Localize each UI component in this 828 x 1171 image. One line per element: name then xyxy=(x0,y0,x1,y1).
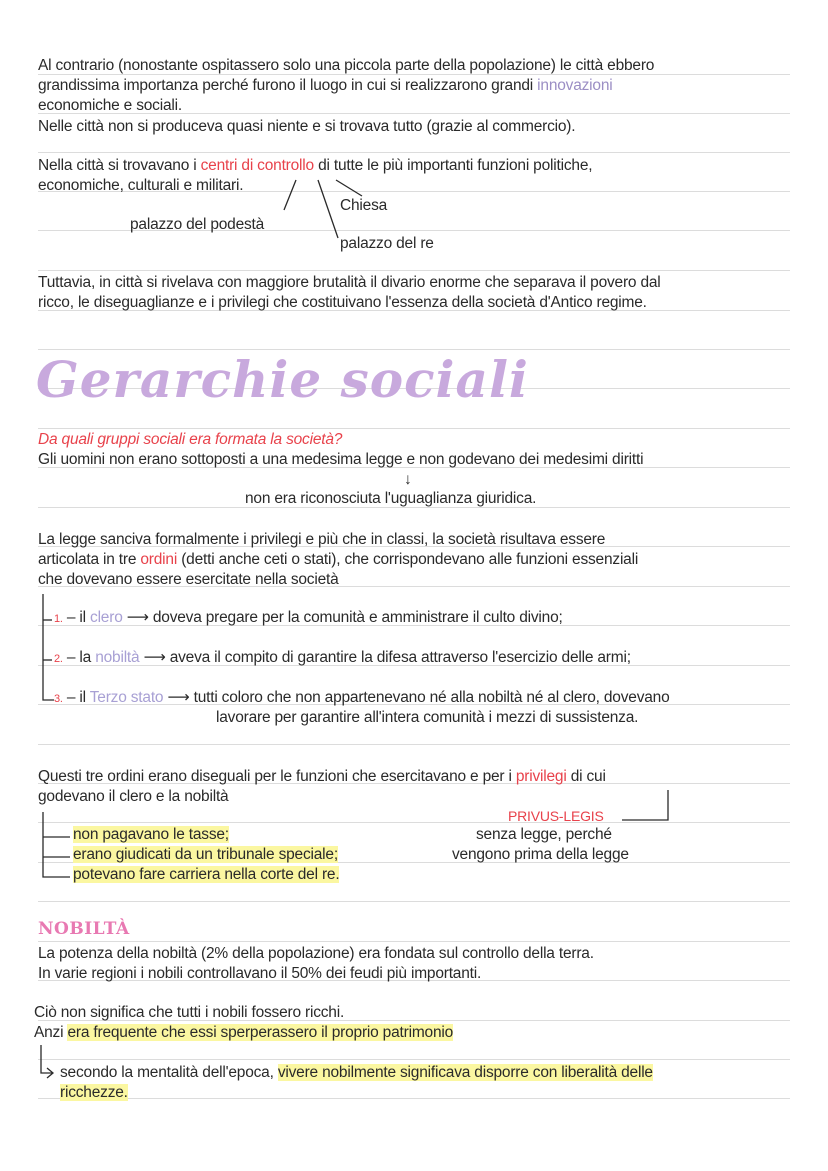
order-prefix: – il xyxy=(62,689,90,706)
branch-to-podesta xyxy=(284,180,296,210)
nob-line2: In varie regioni i nobili controllavano il 50% dei feudi più importanti. xyxy=(38,965,482,982)
keyword-ordini: ordini xyxy=(140,551,178,568)
order-description: ⟶ tutti coloro che non appartenevano né alla nobiltà né al clero, dovevano xyxy=(163,689,670,706)
label-palazzo-podesta: palazzo del podestà xyxy=(130,216,265,233)
section-heading-nobilta: NOBILTÀ xyxy=(38,919,130,939)
nob-line3: Ciò non significa che tutti i nobili fossero ricchi. xyxy=(34,1004,345,1021)
etymology-meaning-2: vengono prima della legge xyxy=(452,846,629,863)
privilegi-link xyxy=(622,790,668,820)
orders-line2-text: articolata in tre xyxy=(38,551,141,568)
page-title: Gerarchie sociali xyxy=(36,350,529,409)
q-line1: Gli uomini non erano sottoposti a una medesima legge e non godevano dei medesimi diritti xyxy=(38,451,644,468)
q-line2: non era riconosciuta l'uguaglianza giuridica. xyxy=(245,490,537,507)
priv-line1-text: Questi tre ordini erano diseguali per le funzioni che esercitavano e per i xyxy=(38,768,516,785)
privilege-text: potevano fare carriera nella corte del re. xyxy=(73,866,340,883)
nob-line5-text: secondo la mentalità dell'epoca, xyxy=(60,1064,278,1081)
down-arrow-icon: ↓ xyxy=(404,471,412,488)
label-chiesa: Chiesa xyxy=(340,197,388,214)
p1-line3: economiche e sociali. xyxy=(38,97,182,114)
question: Da quali gruppi sociali era formata la società? xyxy=(38,431,343,448)
etymology-meaning-1: senza legge, perché xyxy=(476,826,612,843)
order-number: 2. xyxy=(54,653,63,665)
p1-line2-text: grandissima importanza perché furono il luogo in cui si realizzarono grandi xyxy=(38,77,538,94)
keyword-centri-di-controllo: centri di controllo xyxy=(200,157,314,174)
order-item-terzo-stato-cont: lavorare per garantire all'intera comunità i mezzi di sussistenza. xyxy=(216,709,639,726)
orders-line1: La legge sanciva formalmente i privilegi e più che in classi, la società risultava essere xyxy=(38,531,606,548)
p3-line2: ricco, le diseguaglianze e i privilegi che costituivano l'essenza della società d'Antico regime. xyxy=(38,294,647,311)
highlight-sperperassero: era frequente che essi sperperassero il proprio patrimonio xyxy=(67,1024,454,1041)
privilege-text: erano giudicati da un tribunale speciale; xyxy=(73,846,338,863)
orders-bracket xyxy=(43,594,54,700)
p2-line1-text: Nella città si trovavano i xyxy=(38,157,201,174)
order-prefix: – il xyxy=(62,609,91,626)
order-name: clero xyxy=(90,609,123,626)
nob-line4-text: Anzi xyxy=(34,1024,68,1041)
branch-to-chiesa xyxy=(336,180,362,196)
order-name: nobiltà xyxy=(95,649,140,666)
order-name: Terzo stato xyxy=(89,689,164,706)
order-description: ⟶ aveva il compito di garantire la difesa attraverso l'esercizio delle armi; xyxy=(139,649,631,666)
nob-arrow xyxy=(41,1045,52,1073)
p1-line1: Al contrario (nonostante ospitassero solo una piccola parte della popolazione) le città ebbero xyxy=(38,57,655,74)
highlight-ricchezze: ricchezze. xyxy=(60,1084,128,1101)
orders-line3: che dovevano essere esercitate nella società xyxy=(38,571,339,588)
privileges-bracket xyxy=(43,812,70,877)
p1-line4: Nelle città non si produceva quasi niente e si trovava tutto (grazie al commercio). xyxy=(38,118,576,135)
keyword-innovazioni: innovazioni xyxy=(537,77,613,94)
nob-line1: La potenza della nobiltà (2% della popolazione) era fondata sul controllo della terra. xyxy=(38,945,594,962)
privilege-text: non pagavano le tasse; xyxy=(73,826,229,843)
p3-line1: Tuttavia, in città si rivelava con maggiore brutalità il divario enorme che separava il povero dal xyxy=(38,274,661,291)
branch-to-re xyxy=(318,180,338,238)
orders-line2-tail: (detti anche ceti o stati), che corrispondevano alle funzioni essenziali xyxy=(177,551,639,568)
priv-line2: godevano il clero e la nobiltà xyxy=(38,788,229,805)
order-number: 1. xyxy=(54,613,63,625)
latin-etymology: PRIVUS-LEGIS xyxy=(508,808,604,824)
keyword-privilegi: privilegi xyxy=(515,768,567,785)
priv-line1-tail: di cui xyxy=(566,768,606,785)
p2-line1-tail: di tutte le più importanti funzioni politiche, xyxy=(313,157,593,174)
order-description: ⟶ doveva pregare per la comunità e amministrare il culto divino; xyxy=(122,609,563,626)
highlight-vivere-nobilmente: vivere nobilmente significava disporre con liberalità delle xyxy=(277,1064,653,1081)
label-palazzo-re: palazzo del re xyxy=(340,235,434,252)
order-number: 3. xyxy=(54,693,63,705)
p2-line2: economiche, culturali e militari. xyxy=(38,177,244,194)
order-prefix: – la xyxy=(62,649,96,666)
